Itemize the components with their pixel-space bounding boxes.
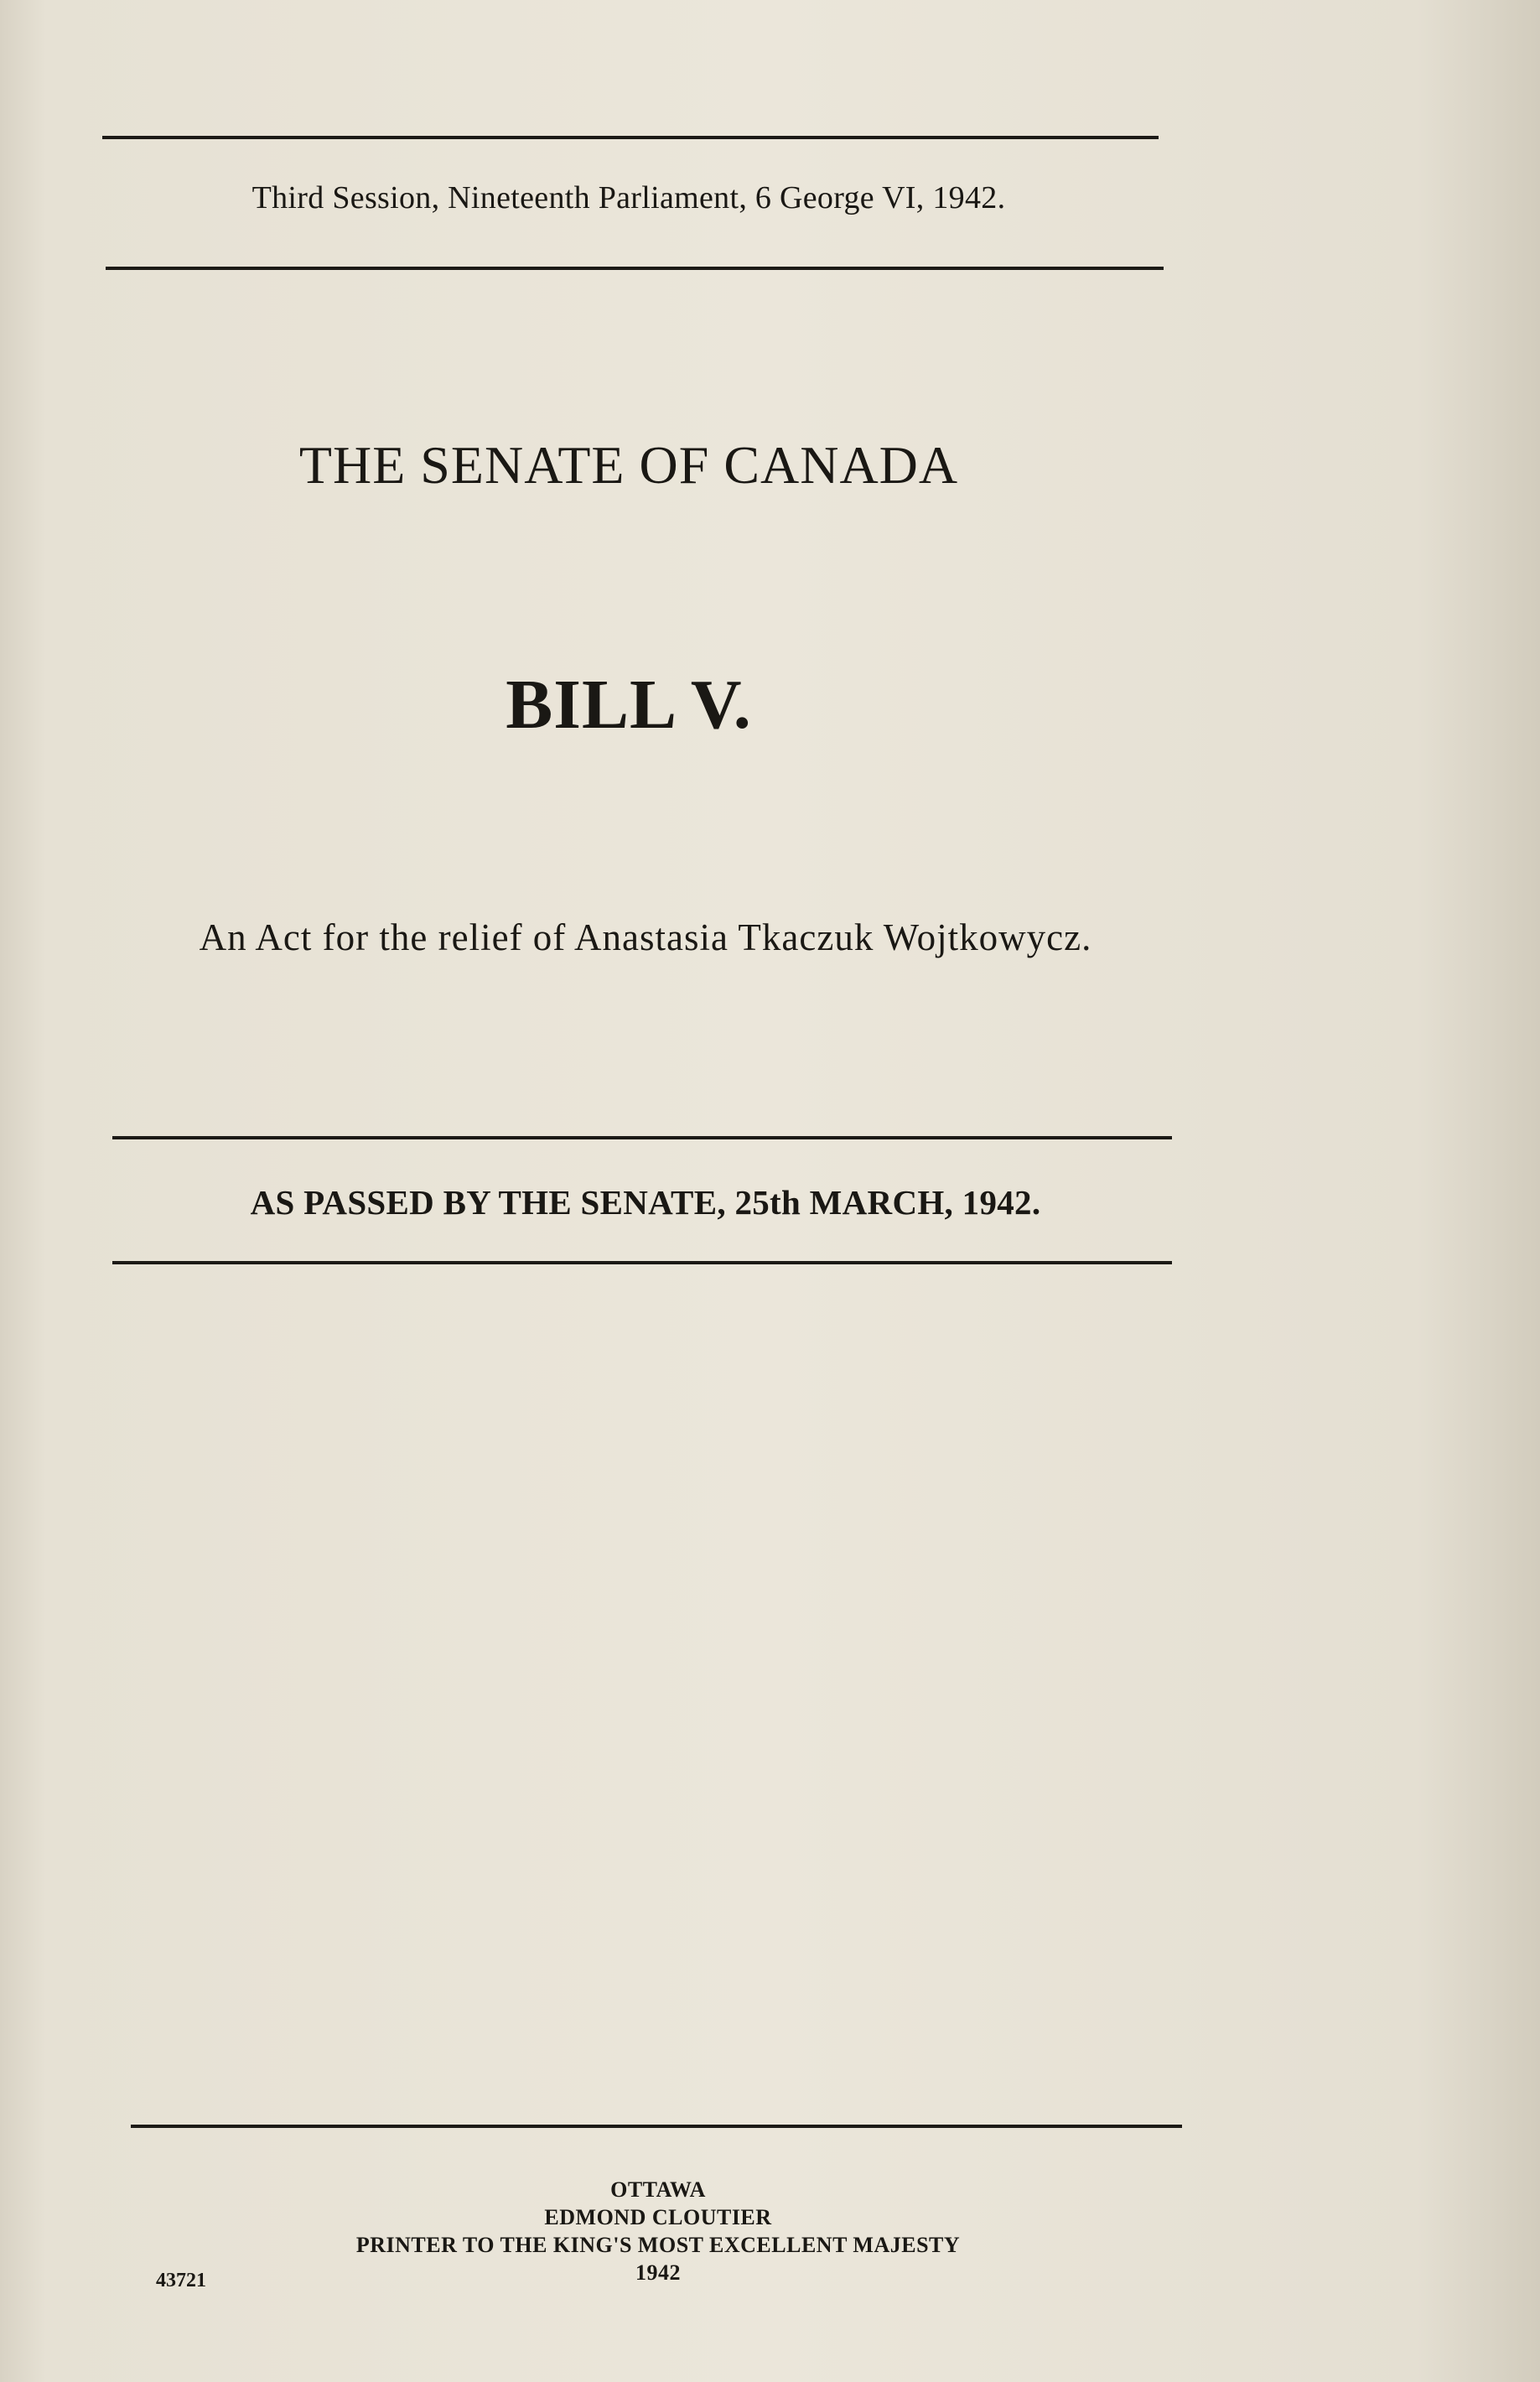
top-rule-lower (106, 267, 1164, 270)
print-number: 43721 (156, 2270, 206, 2291)
session-line: Third Session, Nineteenth Parliament, 6 George VI, 1942. (251, 180, 1006, 215)
act-title: An Act for the relief of Anastasia Tkaczuk Wojtkowycz. (199, 916, 1092, 958)
passage-rule-upper (112, 1136, 1172, 1139)
imprint-rule (131, 2125, 1182, 2128)
imprint-city: OTTAWA (610, 2177, 706, 2202)
passage-status: AS PASSED BY THE SENATE, 25th MARCH, 1942. (250, 1183, 1041, 1222)
bill-title: BILL V. (506, 666, 752, 744)
imprint-year: 1942 (635, 2260, 681, 2285)
imprint-block (101, 2176, 1216, 2286)
top-rule-upper (102, 136, 1159, 139)
institution-heading: THE SENATE OF CANADA (298, 435, 959, 495)
imprint-printer-name: EDMOND CLOUTIER (544, 2205, 772, 2229)
passage-rule-lower (112, 1261, 1172, 1264)
imprint-printer-title: PRINTER TO THE KING'S MOST EXCELLENT MAJESTY (355, 2233, 961, 2257)
